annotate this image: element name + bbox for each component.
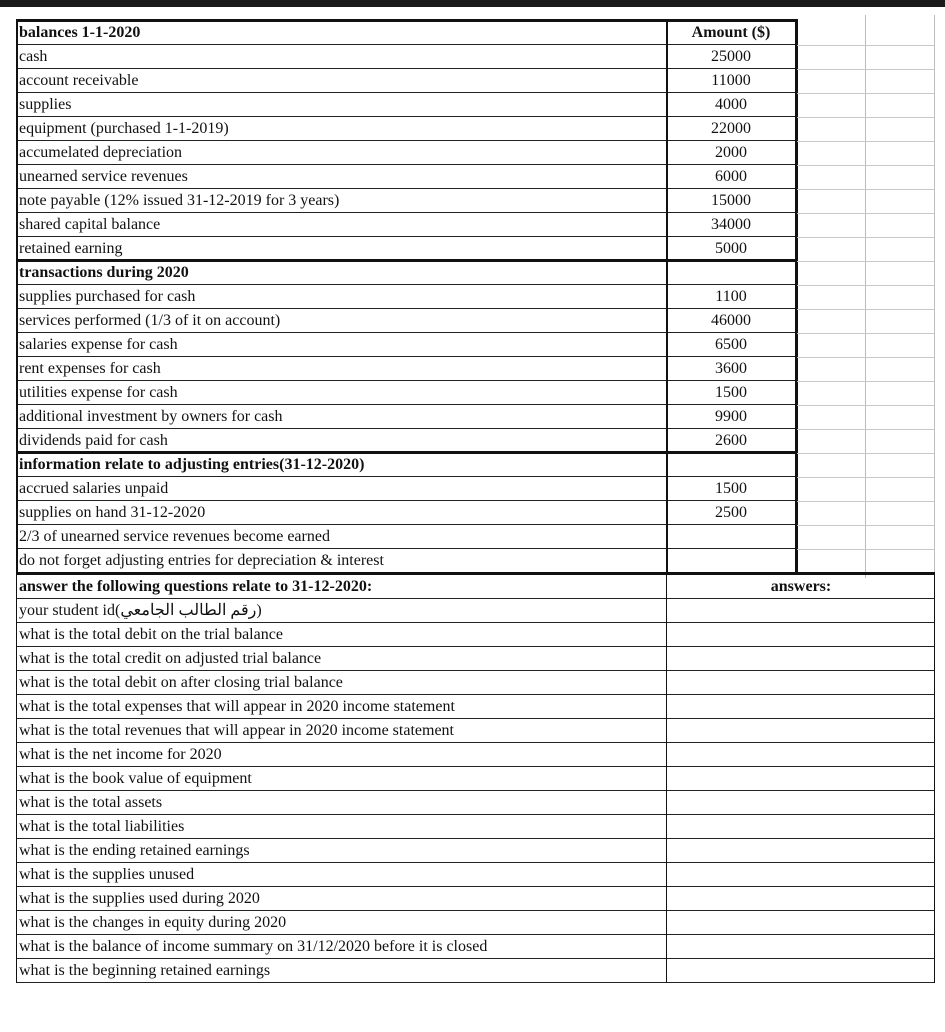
adjusting-label: accrued salaries unpaid (19, 480, 169, 497)
transactions-amount[interactable]: 9900 (715, 408, 747, 425)
transactions-amount[interactable]: 2600 (715, 432, 747, 449)
questions-header-row (17, 575, 935, 599)
question-row (17, 719, 935, 743)
grid-row-line (797, 429, 935, 430)
adjusting-row (17, 501, 796, 525)
transactions-header-row (17, 261, 796, 285)
balances-header-label: balances 1-1-2020 (19, 24, 141, 41)
table-left-border (16, 19, 18, 573)
question-label: what is the total assets (19, 794, 163, 811)
transactions-label: utilities expense for cash (19, 384, 178, 401)
answer-cell[interactable] (667, 623, 935, 647)
grid-row-line (797, 501, 935, 502)
balances-row (17, 237, 796, 261)
question-label: what is the total expenses that will appear in 2020 income statement (19, 698, 455, 715)
question-label: your student id(رقم الطالب الجامعي) (19, 602, 262, 619)
question-label: what is the book value of equipment (19, 770, 252, 787)
question-row (17, 695, 935, 719)
grid-row-line (797, 141, 935, 142)
transactions-label: services performed (1/3 of it on account) (19, 312, 281, 329)
question-label: what is the net income for 2020 (19, 746, 222, 763)
question-row (17, 863, 935, 887)
adjusting-amount[interactable] (667, 549, 795, 572)
balances-label: unearned service revenues (19, 168, 188, 185)
grid-column-line (934, 15, 935, 578)
balances-amount-header[interactable]: Amount ($) (691, 24, 771, 41)
balances-amount[interactable]: 11000 (711, 72, 751, 89)
balances-amount[interactable]: 6000 (715, 168, 747, 185)
adjusting-row (17, 525, 796, 549)
questions-left-border (16, 573, 17, 983)
question-label: what is the total liabilities (19, 818, 185, 835)
question-label: what is the ending retained earnings (19, 842, 250, 859)
question-label: what is the supplies used during 2020 (19, 890, 260, 907)
transactions-amount-header[interactable] (667, 261, 795, 284)
balances-row (17, 141, 796, 165)
balances-amount[interactable]: 4000 (715, 96, 747, 113)
amount-column-divider (666, 19, 668, 573)
grid-row-line (797, 213, 935, 214)
answers-header: answers: (770, 578, 832, 595)
adjusting-row (17, 477, 796, 501)
balances-row (17, 69, 796, 93)
answer-cell[interactable] (667, 695, 935, 719)
transactions-header-label: transactions during 2020 (19, 264, 189, 281)
table-top-border (16, 19, 797, 22)
transactions-label: salaries expense for cash (19, 336, 178, 353)
grid-row-line (797, 69, 935, 70)
question-row (17, 743, 935, 767)
adjusting-header-label: information relate to adjusting entries(31-12-2020) (19, 456, 365, 473)
transactions-label: rent expenses for cash (19, 360, 161, 377)
grid-row-line (797, 45, 935, 46)
grid-column-line (865, 15, 866, 578)
balances-amount[interactable]: 25000 (711, 48, 751, 65)
balances-row (17, 189, 796, 213)
question-row (17, 839, 935, 863)
question-label: what is the balance of income summary on 31/12/2020 before it is closed (19, 938, 488, 955)
grid-row-line (797, 333, 935, 334)
transactions-row (17, 405, 796, 429)
answer-cell[interactable] (667, 887, 935, 911)
balances-amount[interactable]: 15000 (711, 192, 751, 209)
transactions-label: supplies purchased for cash (19, 288, 196, 305)
answer-cell[interactable] (667, 719, 935, 743)
question-row (17, 671, 935, 695)
transactions-row (17, 309, 796, 333)
questions-header-label: answer the following questions relate to 31-12-2020: (19, 578, 373, 595)
questions-right-border (934, 573, 935, 983)
question-label: what is the total revenues that will appear in 2020 income statement (19, 722, 454, 739)
balances-amount[interactable]: 34000 (711, 216, 751, 233)
question-label: what is the total debit on the trial balance (19, 626, 283, 643)
balances-row (17, 213, 796, 237)
balances-row (17, 117, 796, 141)
transactions-row (17, 333, 796, 357)
transactions-row (17, 381, 796, 405)
question-row (17, 767, 935, 791)
answer-cell[interactable] (667, 815, 935, 839)
transactions-amount[interactable]: 3600 (715, 360, 747, 377)
amount-column-right-border (795, 19, 798, 573)
grid-row-line (797, 357, 935, 358)
grid-row-line (797, 477, 935, 478)
adjusting-amount[interactable]: 2500 (715, 504, 747, 521)
answer-cell[interactable] (667, 863, 935, 887)
grid-row-line (797, 525, 935, 526)
balances-row (17, 45, 796, 69)
transactions-label: additional investment by owners for cash (19, 408, 283, 425)
transactions-amount[interactable]: 1100 (715, 288, 747, 305)
grid-row-line (797, 549, 935, 550)
balances-row (17, 93, 796, 117)
balances-label: retained earning (19, 240, 123, 257)
answers-column-divider (666, 573, 667, 983)
balances-row (17, 165, 796, 189)
grid-row-line (797, 381, 935, 382)
balances-label: cash (19, 48, 48, 65)
question-row (17, 623, 935, 647)
balances-amount[interactable]: 2000 (715, 144, 747, 161)
transactions-divider (16, 259, 797, 262)
answer-cell[interactable] (667, 911, 935, 935)
adjusting-label: supplies on hand 31-12-2020 (19, 504, 206, 521)
top-border (0, 0, 945, 7)
balances-header-row (17, 21, 796, 45)
adjusting-label: do not forget adjusting entries for depreciation & interest (19, 552, 384, 569)
answer-cell[interactable] (667, 839, 935, 863)
question-label: what is the beginning retained earnings (19, 962, 271, 979)
transactions-row (17, 429, 796, 453)
question-label: what is the supplies unused (19, 866, 195, 883)
grid-row-line (797, 309, 935, 310)
grid-row-line (797, 285, 935, 286)
transactions-amount[interactable]: 1500 (715, 384, 747, 401)
answer-cell[interactable] (667, 767, 935, 791)
transactions-row (17, 357, 796, 381)
transactions-amount[interactable]: 46000 (711, 312, 751, 329)
question-row (17, 599, 935, 623)
answer-cell[interactable] (667, 791, 935, 815)
adjusting-divider (16, 451, 797, 454)
answer-cell[interactable] (667, 935, 935, 959)
balances-amount[interactable]: 5000 (715, 240, 747, 257)
grid-row-line (797, 237, 935, 238)
answer-cell[interactable] (667, 599, 935, 623)
transactions-amount[interactable]: 6500 (715, 336, 747, 353)
transactions-row (17, 285, 796, 309)
transactions-label: dividends paid for cash (19, 432, 168, 449)
adjusting-row (17, 549, 796, 573)
answer-cell[interactable] (667, 647, 935, 671)
question-label: what is the total credit on adjusted trial balance (19, 650, 322, 667)
question-row (17, 815, 935, 839)
grid-row-line (797, 117, 935, 118)
grid-row-line (797, 261, 935, 262)
grid-row-line (797, 165, 935, 166)
question-row (17, 935, 935, 959)
question-row (17, 959, 935, 983)
balances-label: supplies (19, 96, 72, 113)
adjusting-header-row (17, 453, 796, 477)
balances-label: accumelated depreciation (19, 144, 183, 161)
question-row (17, 791, 935, 815)
question-row (17, 647, 935, 671)
answer-cell[interactable] (667, 959, 935, 983)
adjusting-amount[interactable] (667, 525, 795, 548)
adjusting-label: 2/3 of unearned service revenues become earned (19, 528, 330, 545)
grid-row-line (797, 93, 935, 94)
balances-amount[interactable]: 22000 (711, 120, 751, 137)
balances-label: note payable (12% issued 31-12-2019 for 3 years) (19, 192, 340, 209)
question-row (17, 887, 935, 911)
adjusting-amount[interactable]: 1500 (715, 480, 747, 497)
answer-cell[interactable] (667, 743, 935, 767)
balances-label: account receivable (19, 72, 139, 89)
question-label: what is the changes in equity during 2020 (19, 914, 287, 931)
question-row (17, 911, 935, 935)
grid-row-line (797, 405, 935, 406)
adjusting-amount-header[interactable] (667, 453, 795, 476)
question-label: what is the total debit on after closing trial balance (19, 674, 343, 691)
answer-cell[interactable] (667, 671, 935, 695)
balances-label: equipment (purchased 1-1-2019) (19, 120, 229, 137)
balances-label: shared capital balance (19, 216, 161, 233)
grid-row-line (797, 453, 935, 454)
grid-row-line (797, 189, 935, 190)
